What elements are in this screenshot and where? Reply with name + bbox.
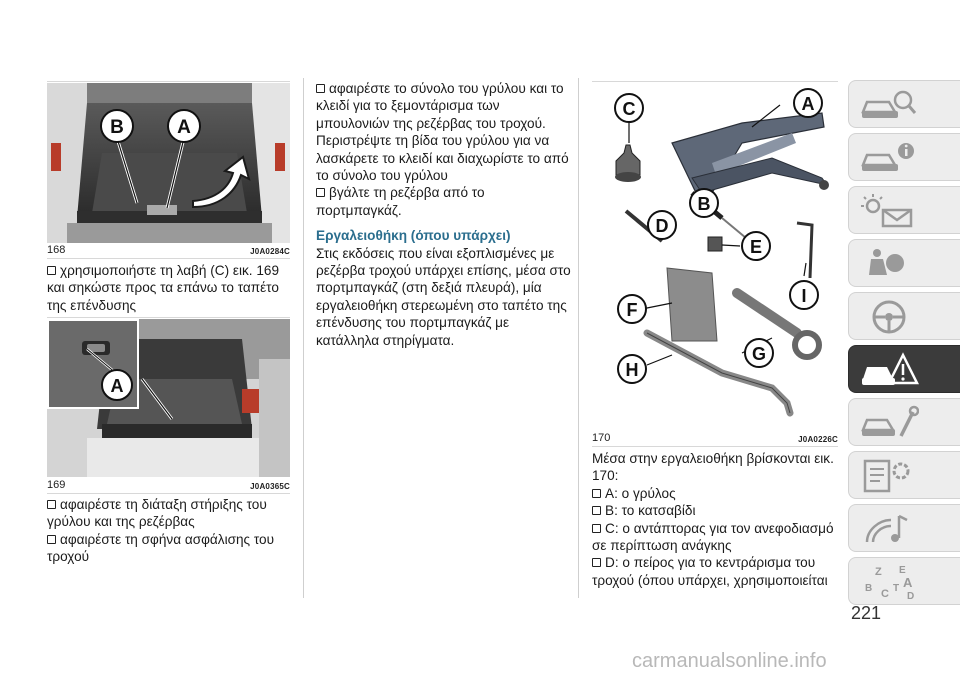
paragraph: Στις εκδόσεις που είναι εξοπλισμένες με ρεζέρβα τροχού υπάρχει επίσης, μέσα στο πορτμπαγκάζ (στη δεξιά πλευρά), μία εργαλειοθήκη στερεωμένη στο ταπέτο της επένδυσης του πορτμπαγκάζ με κατάλληλα στηρίγματα.	[316, 245, 571, 348]
figure-code: J0A0284C	[250, 247, 290, 256]
paragraph: βγάλτε τη ρεζέρβα από το πορτμπαγκάζ.	[316, 185, 485, 218]
caption-rule	[592, 446, 838, 447]
figure-169-caption	[47, 479, 290, 491]
bullet-icon	[316, 188, 325, 197]
svg-text:A: A	[177, 117, 191, 138]
car-search-icon	[859, 86, 919, 124]
callout-C	[615, 94, 643, 122]
callout-B	[690, 189, 718, 217]
svg-text:I: I	[801, 286, 807, 306]
figure-code: J0A0365C	[250, 482, 290, 491]
top-rule	[592, 81, 838, 82]
music-note-icon	[859, 510, 919, 548]
paragraph: αφαιρέστε τη διάταξη στήριξης του γρύλου και της ρεζέρβας	[47, 497, 267, 530]
page-number: 221	[851, 603, 882, 623]
figure-168-trunk-photo	[47, 83, 290, 243]
alphabet-index-icon	[859, 563, 919, 601]
col1-text-b	[47, 496, 293, 566]
column-divider	[578, 78, 579, 598]
bullet-icon	[592, 506, 601, 515]
list-item: B: το κατσαβίδι	[605, 503, 696, 519]
column-divider	[303, 78, 304, 598]
bullet-icon	[47, 266, 56, 275]
callout-H	[618, 355, 646, 383]
tab-starting-driving[interactable]	[848, 186, 960, 234]
svg-text:G: G	[751, 344, 767, 364]
figure-170-toolkit	[592, 83, 838, 431]
tab-technical-data[interactable]	[848, 451, 960, 499]
bullet-icon	[592, 489, 601, 498]
car-info-icon	[859, 139, 919, 177]
svg-text:D: D	[655, 216, 669, 236]
paragraph: αφαιρέστε τη σφήνα ασφάλισης του τροχού	[47, 531, 275, 565]
figure-number: 168	[47, 244, 66, 256]
tab-warning-lights[interactable]	[848, 239, 960, 287]
svg-text:B: B	[865, 583, 873, 594]
light-envelope-icon	[859, 192, 919, 230]
list-item: C: ο αντάπτορας για τον ανεφοδιασμό σε περίπτωση ανάγκης	[592, 520, 834, 554]
tab-safety[interactable]	[848, 133, 960, 181]
paragraph: χρησιμοποιήστε τη λαβή (C) εικ. 169 και σηκώστε προς τα επάνω το ταπέτο της επένδυσης	[47, 263, 280, 313]
tab-maintenance[interactable]	[848, 398, 960, 446]
callout-A	[168, 110, 200, 142]
tab-starting[interactable]	[848, 292, 960, 340]
intro-paragraph: Μέσα στην εργαλειοθήκη βρίσκονται εικ. 170:	[592, 451, 834, 484]
svg-text:T: T	[893, 583, 900, 594]
callout-A	[102, 370, 132, 400]
figure-number: 169	[47, 479, 66, 491]
svg-text:C: C	[622, 99, 636, 119]
paragraph: αφαιρέστε το σύνολο του γρύλου και το κλειδί για το ξεμοντάρισμα των μπουλονιών της ρεζέρβας του τροχού. Περιστρέψτε τη βίδα του γρύλου για να λασκάρετε το κλειδί και διαχωρίστε το από το σύνολο του γρύλου	[316, 81, 569, 184]
list-item: A: ο γρύλος	[605, 485, 676, 501]
callout-I	[790, 281, 818, 309]
callout-G	[745, 339, 773, 367]
callout-D	[648, 211, 676, 239]
svg-text:H: H	[625, 360, 639, 380]
caption-rule	[47, 258, 290, 259]
callout-F	[618, 295, 646, 323]
top-rule	[47, 317, 290, 318]
svg-text:B: B	[697, 194, 711, 214]
svg-text:D: D	[907, 591, 915, 601]
bullet-icon	[316, 84, 325, 93]
figure-169-trunk-photo	[47, 319, 290, 477]
top-rule	[47, 81, 290, 82]
col1-text-a	[47, 262, 293, 314]
figure-168-caption	[47, 244, 290, 256]
watermark: carmanualsonline.info	[632, 650, 827, 672]
list-item: D: ο πείρος για το κεντράρισμα του τροχού (όπου υπάρχει, χρησιμοποιείται	[592, 555, 828, 588]
bullet-icon	[47, 535, 56, 544]
car-wrench-icon	[859, 404, 919, 442]
car-warning-icon	[859, 351, 919, 389]
airbag-icon	[859, 245, 919, 283]
svg-text:A: A	[110, 376, 124, 396]
bullet-icon	[592, 558, 601, 567]
tab-index[interactable]	[848, 557, 960, 605]
tab-emergency[interactable]	[848, 345, 960, 393]
svg-text:E: E	[749, 237, 763, 257]
bullet-icon	[47, 500, 56, 509]
callout-A	[794, 89, 822, 117]
svg-text:E: E	[899, 565, 906, 576]
steering-wheel-icon	[859, 298, 919, 336]
figure-number: 170	[592, 432, 611, 444]
svg-text:A: A	[903, 575, 913, 590]
bullet-icon	[592, 524, 601, 533]
col3-text	[592, 450, 842, 589]
tab-multimedia[interactable]	[848, 504, 960, 552]
tab-dashboard-knowledge[interactable]	[848, 80, 960, 128]
svg-text:Z: Z	[875, 566, 882, 578]
callout-B	[101, 110, 133, 142]
svg-text:C: C	[881, 588, 889, 600]
svg-text:F: F	[626, 300, 638, 320]
svg-text:A: A	[801, 94, 815, 114]
figure-code: J0A0226C	[798, 435, 838, 444]
spec-gear-icon	[859, 457, 919, 495]
caption-rule	[47, 493, 290, 494]
svg-text:B: B	[110, 117, 124, 138]
figure-170-caption	[592, 432, 838, 444]
section-heading: Εργαλειοθήκη (όπου υπάρχει)	[316, 228, 511, 244]
callout-E	[742, 232, 770, 260]
col2-text	[316, 80, 572, 349]
